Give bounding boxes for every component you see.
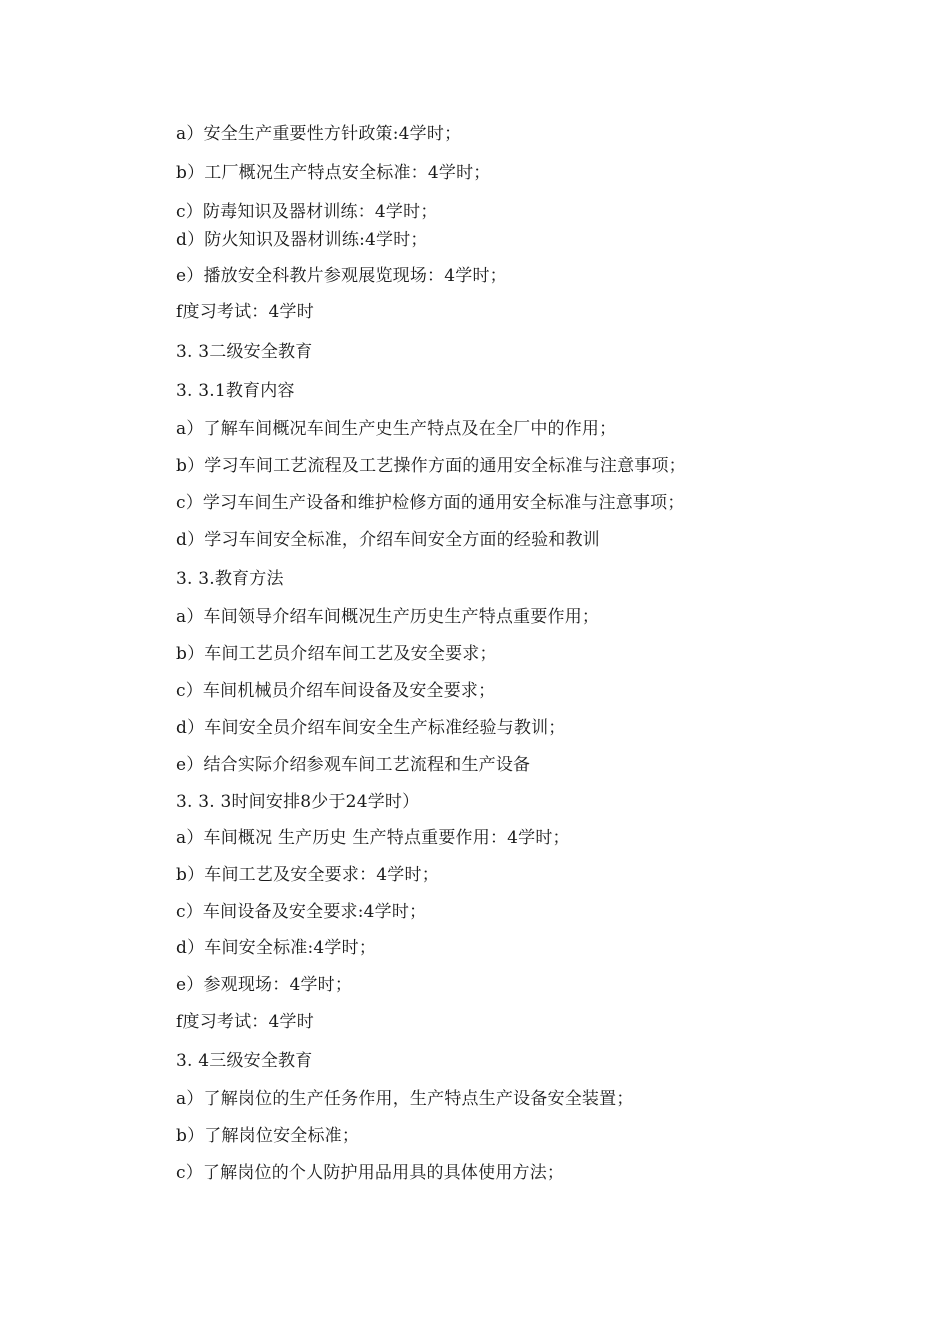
- line-c-anti-poison: c）防毒知识及器材训练：4学时；: [176, 202, 438, 222]
- line-b-process-flow: b）学习车间工艺流程及工艺操作方面的通用安全标准与注意事项；: [176, 456, 686, 476]
- section-heading-3-4: 3. 4三级安全教育: [176, 1051, 313, 1071]
- line-a-safety-policy: a）安全生产重要性方针政策:4学时；: [176, 124, 462, 144]
- section-heading-3-3-2: 3. 3.教育方法: [176, 569, 284, 589]
- line-c-equipment-maintenance: c）学习车间生产设备和维护检修方面的通用安全标准与注意事项；: [176, 493, 685, 513]
- section-heading-3-3-3: 3. 3. 3时间安排8少于24学时）: [176, 792, 420, 812]
- line-c-equipment-hours: c）车间设备及安全要求:4学时；: [176, 902, 427, 922]
- line-a-overview-hours: a）车间概况 生产历史 生产特点重要作用：4学时；: [176, 828, 570, 848]
- line-b-process-staff: b）车间工艺员介绍车间工艺及安全要求；: [176, 644, 497, 664]
- section-heading-3-3-1: 3. 3.1教育内容: [176, 381, 295, 401]
- line-b-process-hours: b）车间工艺及安全要求：4学时；: [176, 865, 439, 885]
- line-e-visit-hours: e）参观现场：4学时；: [176, 975, 353, 995]
- section-heading-3-3: 3. 3二级安全教育: [176, 342, 313, 362]
- line-d-safety-officer: d）车间安全员介绍车间安全生产标准经验与教训；: [176, 718, 566, 738]
- line-e-safety-film: e）播放安全科教片参观展览现场：4学时；: [176, 266, 507, 286]
- line-d-fire-prevention: d）防火知识及器材训练:4学时；: [176, 230, 428, 250]
- line-a-post-tasks: a）了解岗位的生产任务作用，生产特点生产设备安全装置；: [176, 1089, 634, 1109]
- line-b-post-standards: b）了解岗位安全标准；: [176, 1126, 360, 1146]
- line-d-safety-standards: d）学习车间安全标准，介绍车间安全方面的经验和教训: [176, 530, 600, 550]
- line-c-mechanic: c）车间机械员介绍车间设备及安全要求；: [176, 681, 496, 701]
- line-e-site-visit: e）结合实际介绍参观车间工艺流程和生产设备: [176, 755, 531, 775]
- line-f-exam: f度习考试：4学时: [176, 302, 314, 322]
- line-c-protective-equipment: c）了解岗位的个人防护用品用具的具体使用方法；: [176, 1163, 565, 1183]
- line-a-leader-intro: a）车间领导介绍车间概况生产历史生产特点重要作用；: [176, 607, 600, 627]
- line-d-standards-hours: d）车间安全标准:4学时；: [176, 938, 377, 958]
- line-b-factory-overview: b）工厂概况生产特点安全标准：4学时；: [176, 163, 491, 183]
- line-f-exam-hours: f度习考试：4学时: [176, 1012, 314, 1032]
- line-a-workshop-overview: a）了解车间概况车间生产史生产特点及在全厂中的作用；: [176, 419, 617, 439]
